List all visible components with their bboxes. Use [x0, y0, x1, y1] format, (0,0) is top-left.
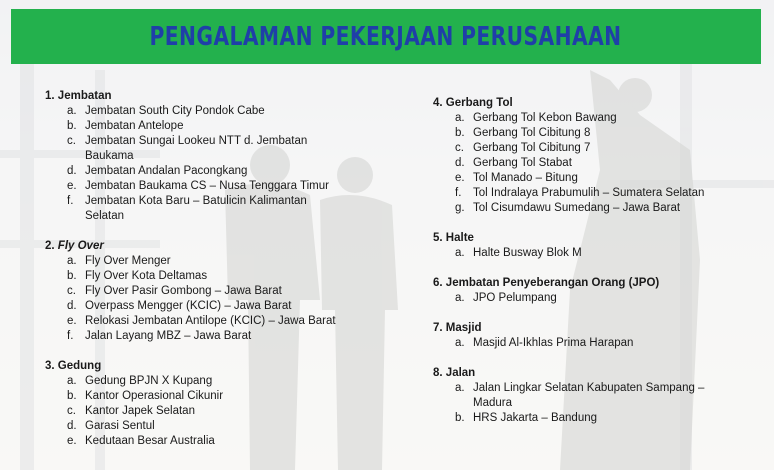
- list-item-marker: c.: [67, 135, 76, 147]
- list-item-marker: c.: [455, 142, 464, 154]
- list-item-marker: b.: [67, 120, 77, 132]
- list-item-marker: c.: [67, 405, 76, 417]
- section-number: 5.: [433, 232, 443, 244]
- list-item-text: Halte Busway Blok M: [473, 247, 582, 259]
- section-heading: [45, 239, 345, 254]
- list-item-text: Kantor Operasional Cikunir: [85, 390, 224, 402]
- section-heading: [45, 89, 345, 104]
- section-number: 4.: [433, 97, 443, 109]
- list-item-text: Tol Indralaya Prabumulih – Sumatera Selatan: [473, 187, 705, 199]
- list-item-marker: a.: [67, 105, 77, 117]
- left-column: [45, 89, 345, 464]
- list-item-marker: d.: [67, 165, 77, 177]
- section-item-list: [45, 104, 345, 224]
- list-item: [45, 389, 345, 404]
- section-number: 8.: [433, 367, 443, 379]
- list-item: [433, 171, 733, 186]
- list-item-text: Gerbang Tol Cibitung 7: [473, 142, 591, 154]
- list-item: [433, 411, 733, 426]
- page-title: PENGALAMAN PEKERJAAN PERUSAHAAN: [150, 21, 622, 52]
- list-item-text: Jembatan Antelope: [85, 120, 184, 132]
- list-item-text: Relokasi Jembatan Antilope (KCIC) – Jawa Barat: [85, 315, 336, 327]
- section-heading-text: Jembatan: [57, 90, 112, 102]
- section-halte: [433, 231, 733, 261]
- list-item-marker: a.: [455, 337, 465, 349]
- list-item-marker: d.: [67, 420, 77, 432]
- section-gerbang-tol: [433, 96, 733, 216]
- list-item: [45, 284, 345, 299]
- list-item-text: Gerbang Tol Kebon Bawang: [473, 112, 617, 124]
- list-item-text: Fly Over Menger: [85, 255, 171, 267]
- section-heading: [45, 359, 345, 374]
- list-item: [45, 119, 345, 134]
- list-item: [433, 246, 733, 261]
- list-item-text: Tol Manado – Bitung: [473, 172, 578, 184]
- list-item-text: Garasi Sentul: [85, 420, 155, 432]
- list-item: [433, 381, 733, 411]
- list-item: [433, 126, 733, 141]
- list-item-marker: e.: [67, 435, 77, 447]
- list-item: [433, 111, 733, 126]
- list-item: [45, 299, 345, 314]
- section-fly-over: [45, 239, 345, 344]
- section-number: 1.: [45, 90, 55, 102]
- section-gedung: [45, 359, 345, 449]
- list-item: [45, 164, 345, 179]
- list-item-text: Tol Cisumdawu Sumedang – Jawa Barat: [473, 202, 681, 214]
- section-item-list: [433, 111, 733, 216]
- list-item-text: Fly Over Pasir Gombong – Jawa Barat: [85, 285, 282, 297]
- list-item: [45, 194, 345, 224]
- list-item: [45, 104, 345, 119]
- section-heading: [433, 231, 733, 246]
- list-item-marker: e.: [67, 315, 77, 327]
- list-item: [45, 254, 345, 269]
- list-item-text: Gerbang Tol Cibitung 8: [473, 127, 591, 139]
- list-item-marker: e.: [455, 172, 465, 184]
- section-item-list: [433, 291, 733, 306]
- list-item-marker: e.: [67, 180, 77, 192]
- section-number: 7.: [433, 322, 443, 334]
- list-item-marker: a.: [67, 255, 77, 267]
- list-item-marker: b.: [67, 390, 77, 402]
- list-item: [45, 329, 345, 344]
- list-item-marker: a.: [455, 292, 465, 304]
- list-item: [45, 314, 345, 329]
- list-item-marker: a.: [455, 382, 465, 394]
- right-column: [433, 96, 733, 441]
- section-jembatan: [45, 89, 345, 224]
- section-heading-text: Masjid: [445, 322, 482, 334]
- list-item-marker: g.: [455, 202, 465, 214]
- list-item-text: Gedung BPJN X Kupang: [85, 375, 213, 387]
- list-item: [45, 269, 345, 284]
- list-item-marker: f.: [67, 195, 74, 207]
- list-item: [45, 374, 345, 389]
- list-item: [45, 419, 345, 434]
- section-item-list: [433, 246, 733, 261]
- title-banner: [11, 9, 761, 64]
- list-item-text: Gerbang Tol Stabat: [473, 157, 572, 169]
- section-heading-text: Fly Over: [57, 240, 104, 252]
- section-item-list: [45, 374, 345, 449]
- list-item-marker: a.: [455, 112, 465, 124]
- section-heading-text: Jembatan Penyeberangan Orang (JPO): [445, 277, 660, 289]
- section-item-list: [433, 381, 733, 426]
- list-item: [433, 156, 733, 171]
- list-item-marker: d.: [67, 300, 77, 312]
- list-item-marker: b.: [67, 270, 77, 282]
- list-item-text: Jalan Lingkar Selatan Kabupaten Sampang – Madura: [473, 382, 705, 409]
- list-item-text: Overpass Mengger (KCIC) – Jawa Barat: [85, 300, 292, 312]
- list-item-text: Kantor Japek Selatan: [85, 405, 195, 417]
- list-item-text: Jembatan South City Pondok Cabe: [85, 105, 265, 117]
- list-item: [45, 434, 345, 449]
- list-item-text: Jembatan Andalan Pacongkang: [85, 165, 248, 177]
- section-heading: [433, 321, 733, 336]
- list-item-marker: f.: [455, 187, 462, 199]
- list-item-text: Jalan Layang MBZ – Jawa Barat: [85, 330, 252, 342]
- section-heading: [433, 96, 733, 111]
- list-item: [433, 141, 733, 156]
- section-number: 2.: [45, 240, 55, 252]
- section-jembatan-penyeberangan-orang-jpo: [433, 276, 733, 306]
- section-heading-text: Jalan: [445, 367, 476, 379]
- list-item-marker: b.: [455, 412, 465, 424]
- section-item-list: [45, 254, 345, 344]
- list-item: [433, 291, 733, 306]
- section-number: 3.: [45, 360, 55, 372]
- list-item-text: Fly Over Kota Deltamas: [85, 270, 208, 282]
- list-item-marker: c.: [67, 285, 76, 297]
- section-number: 6.: [433, 277, 443, 289]
- section-heading-text: Gedung: [57, 360, 102, 372]
- list-item-marker: a.: [455, 247, 465, 259]
- section-item-list: [433, 336, 733, 351]
- list-item: [433, 186, 733, 201]
- section-heading-text: Halte: [445, 232, 474, 244]
- list-item-text: JPO Pelumpang: [473, 292, 557, 304]
- section-heading: [433, 276, 733, 291]
- list-item: [433, 201, 733, 216]
- section-heading-text: Gerbang Tol: [445, 97, 513, 109]
- list-item-text: Jembatan Baukama CS – Nusa Tenggara Timur: [85, 180, 329, 192]
- list-item-marker: b.: [455, 127, 465, 139]
- list-item-text: Jembatan Sungai Lookeu NTT d. Jembatan Baukama: [85, 135, 308, 162]
- list-item: [45, 179, 345, 194]
- list-item-marker: f.: [67, 330, 74, 342]
- list-item-text: Masjid Al-Ikhlas Prima Harapan: [473, 337, 634, 349]
- section-masjid: [433, 321, 733, 351]
- list-item: [45, 404, 345, 419]
- list-item-marker: d.: [455, 157, 465, 169]
- list-item-marker: a.: [67, 375, 77, 387]
- section-heading: [433, 366, 733, 381]
- list-item: [45, 134, 345, 164]
- list-item-text: Jembatan Kota Baru – Batulicin Kalimantan Selatan: [85, 195, 307, 222]
- list-item-text: Kedutaan Besar Australia: [85, 435, 215, 447]
- section-jalan: [433, 366, 733, 426]
- list-item: [433, 336, 733, 351]
- list-item-text: HRS Jakarta – Bandung: [473, 412, 598, 424]
